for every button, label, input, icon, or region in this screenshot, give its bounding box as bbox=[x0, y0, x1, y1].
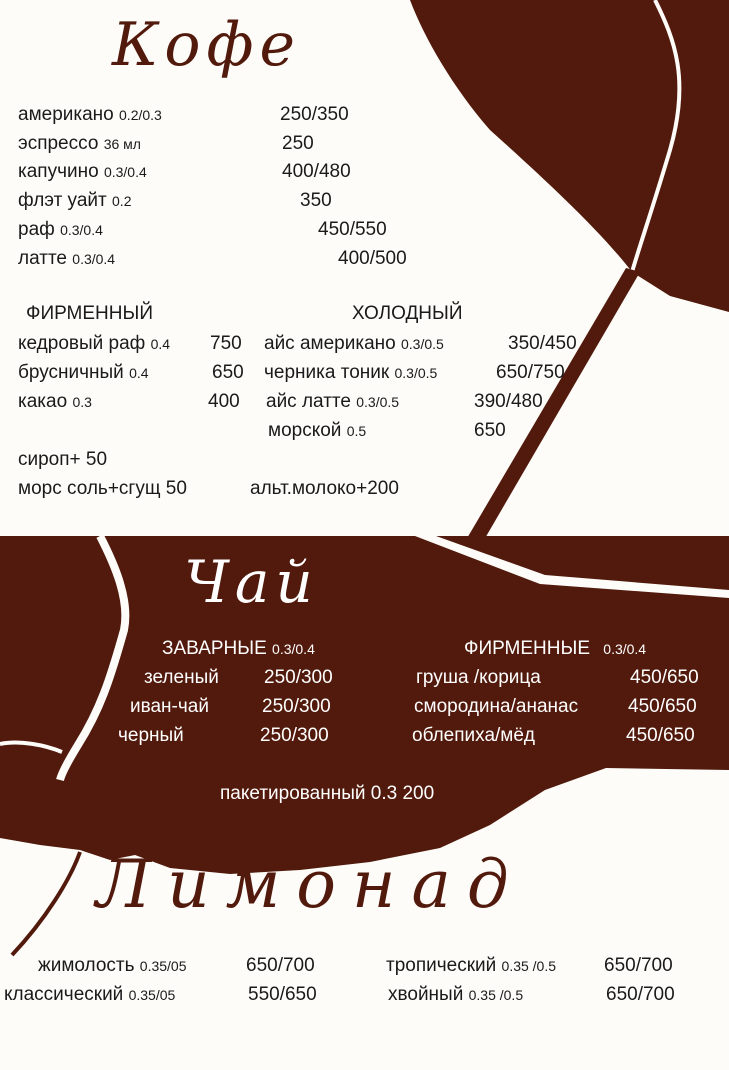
coffee-item-name bbox=[18, 190, 131, 212]
cold-item-price: 390/480 bbox=[474, 391, 543, 412]
coffee-item-name bbox=[18, 219, 103, 241]
brewed-tea-name: зеленый bbox=[144, 667, 219, 688]
signature-item-price: 750 bbox=[210, 333, 242, 354]
signature-tea-heading bbox=[464, 638, 646, 660]
cold-item-name bbox=[268, 420, 366, 442]
lemonade-item-name bbox=[386, 955, 556, 977]
brewed-tea-price: 250/300 bbox=[262, 696, 331, 717]
signature-item-label: брусничный bbox=[18, 362, 124, 383]
brewed-tea-name: иван-чай bbox=[130, 696, 209, 717]
cold-item-size: 0.3/0.5 bbox=[394, 365, 438, 381]
cold-item-label: айс американо bbox=[264, 333, 396, 354]
coffee-item-price: 350 bbox=[300, 190, 332, 211]
brewed-tea-name: черный bbox=[118, 725, 184, 746]
cold-item-label: морской bbox=[268, 420, 342, 441]
lemonade-item-name bbox=[4, 984, 175, 1006]
syrup-extra: сироп+ 50 bbox=[18, 449, 108, 470]
mors-extra: морс соль+сгущ 50 bbox=[18, 478, 187, 499]
coffee-item-price: 250 bbox=[282, 133, 314, 154]
cold-item-price: 650/750 bbox=[496, 362, 565, 383]
lemonade-item-price: 650/700 bbox=[604, 955, 673, 976]
lemonade-item-size: 0.35/05 bbox=[128, 987, 176, 1003]
cold-item-size: 0.3/0.5 bbox=[356, 394, 400, 410]
signature-item-label: кедровый раф bbox=[18, 333, 146, 354]
signature-item-price: 650 bbox=[212, 362, 244, 383]
signature-tea-size: 0.3/0.4 bbox=[603, 641, 647, 657]
coffee-item-price: 250/350 bbox=[280, 104, 349, 125]
left-stroke bbox=[12, 852, 80, 955]
brewed-tea-heading-label: ЗАВАРНЫЕ bbox=[162, 638, 267, 659]
signature-item-name bbox=[18, 333, 170, 355]
coffee-item-price: 400/480 bbox=[282, 161, 351, 182]
signature-item-size: 0.4 bbox=[129, 365, 149, 381]
signature-item-price: 400 bbox=[208, 391, 240, 412]
coffee-item-size: 36 мл bbox=[103, 136, 141, 152]
cold-item-label: айс латте bbox=[266, 391, 351, 412]
signature-item-size: 0.3 bbox=[72, 394, 92, 410]
signature-item-size: 0.4 bbox=[150, 336, 171, 352]
lemonade-item-label: хвойный bbox=[388, 984, 464, 1005]
coffee-item-label: американо bbox=[18, 104, 114, 125]
tea-title: Чай bbox=[184, 548, 319, 616]
top-right-shape bbox=[410, 0, 729, 312]
coffee-item-size: 0.3/0.4 bbox=[103, 164, 147, 180]
signature-tea-price: 450/650 bbox=[626, 725, 695, 746]
coffee-item-size: 0.3/0.4 bbox=[72, 251, 116, 267]
coffee-item-label: латте bbox=[18, 248, 67, 269]
lemonade-item-name bbox=[388, 984, 523, 1006]
signature-tea-name: смородина/ананас bbox=[414, 696, 579, 717]
lemonade-item-label: классический bbox=[4, 984, 124, 1005]
lemonade-item-label: жимолость bbox=[38, 955, 135, 976]
coffee-item-label: капучино bbox=[18, 161, 99, 182]
signature-item-name bbox=[18, 362, 149, 384]
brewed-tea-heading bbox=[162, 638, 315, 660]
brewed-tea-price: 250/300 bbox=[264, 667, 333, 688]
cold-item-size: 0.3/0.5 bbox=[400, 336, 444, 352]
lemonade-item-name bbox=[38, 955, 187, 977]
coffee-item-label: флэт уайт bbox=[18, 190, 107, 211]
coffee-item-name bbox=[18, 133, 141, 155]
lemonade-item-size: 0.35 /0.5 bbox=[501, 958, 557, 974]
coffee-item-price: 450/550 bbox=[318, 219, 387, 240]
brewed-tea-price: 250/300 bbox=[260, 725, 329, 746]
cold-item-name bbox=[264, 362, 437, 384]
signature-tea-price: 450/650 bbox=[630, 667, 699, 688]
coffee-item-label: эспрессо bbox=[18, 133, 99, 154]
cold-item-size: 0.5 bbox=[346, 423, 367, 439]
lemonade-title: Лимонад bbox=[96, 846, 525, 923]
cold-coffee-heading: ХОЛОДНЫЙ bbox=[352, 303, 463, 324]
lemonade-item-size: 0.35 /0.5 bbox=[468, 987, 524, 1003]
signature-item-label: какао bbox=[18, 391, 68, 412]
coffee-item-size: 0.2 bbox=[112, 193, 132, 209]
signature-tea-heading-label: ФИРМЕННЫЕ bbox=[464, 638, 590, 659]
lemonade-item-price: 650/700 bbox=[246, 955, 315, 976]
signature-tea-name: облепиха/мёд bbox=[412, 725, 535, 746]
signature-tea-price: 450/650 bbox=[628, 696, 697, 717]
lemonade-item-size: 0.35/05 bbox=[139, 958, 187, 974]
coffee-item-size: 0.2/0.3 bbox=[119, 107, 162, 123]
cold-item-name bbox=[264, 333, 444, 355]
coffee-item-name bbox=[18, 161, 147, 183]
lemonade-item-price: 650/700 bbox=[606, 984, 675, 1005]
cold-item-price: 350/450 bbox=[508, 333, 577, 354]
lemonade-item-price: 550/650 bbox=[248, 984, 317, 1005]
signature-coffee-heading: ФИРМЕННЫЙ bbox=[26, 303, 153, 324]
alt-milk-extra: альт.молоко+200 bbox=[250, 478, 399, 499]
coffee-title: Кофе bbox=[112, 10, 302, 80]
coffee-item-price: 400/500 bbox=[338, 248, 407, 269]
cold-item-price: 650 bbox=[474, 420, 506, 441]
signature-tea-name: груша /корица bbox=[416, 667, 541, 688]
bagged-tea: пакетированный 0.3 200 bbox=[220, 783, 435, 804]
cold-item-label: черника тоник bbox=[264, 362, 390, 383]
brewed-tea-size: 0.3/0.4 bbox=[272, 641, 315, 657]
coffee-item-name bbox=[18, 248, 115, 270]
lemonade-item-label: тропический bbox=[386, 955, 497, 976]
cold-item-name bbox=[266, 391, 399, 413]
signature-item-name bbox=[18, 391, 92, 413]
coffee-item-name bbox=[18, 104, 162, 126]
coffee-item-label: раф bbox=[18, 219, 55, 240]
coffee-item-size: 0.3/0.4 bbox=[60, 222, 103, 238]
